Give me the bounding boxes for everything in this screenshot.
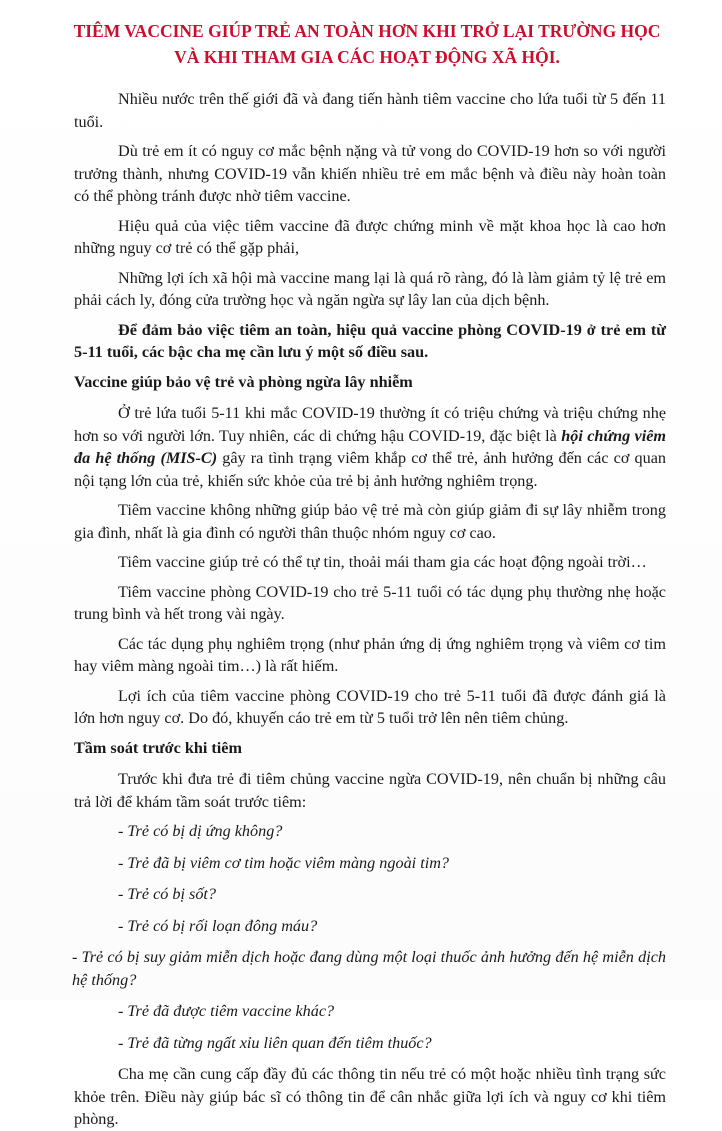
mis-c-text-before: Ở trẻ lứa tuổi 5-11 khi mắc COVID-19 thường ít có triệu chứng và triệu chứng nhẹ hơn so với người lớn. Tuy nhiên, các di chứng hậu COVID-19, đặc biệt là (74, 404, 666, 445)
intro-paragraph-3: Hiệu quả của việc tiêm vaccine đã được chứng minh về mặt khoa học là cao hơn những nguy cơ trẻ có thể gặp phải, (74, 216, 666, 257)
section1-paragraph-1: Tiêm vaccine không những giúp bảo vệ trẻ mà còn giúp giảm đi sự lây nhiễm trong gia đình, nhất là gia đình có người thân thuộc nhóm nguy cơ cao. (74, 501, 666, 542)
mis-c-text-after: gây ra tình trạng viêm khắp cơ thể trẻ, ảnh hưởng đến các cơ quan nội tạng lớn của trẻ, khiến sức khỏe của trẻ bị ảnh hưởng nghiêm trọng. (74, 449, 666, 490)
question-immunodeficiency: - Trẻ có bị suy giảm miễn dịch hoặc đang dùng một loại thuốc ảnh hưởng đến hệ miễn dịch hệ thống? (72, 948, 666, 989)
question-allergy: - Trẻ có bị dị ứng không? (118, 822, 283, 840)
intro-paragraph-4: Những lợi ích xã hội mà vaccine mang lại là quá rõ ràng, đó là làm giảm tỷ lệ trẻ em phải cách ly, đóng cửa trường học và ngăn ngừa sự lây lan của dịch bệnh. (74, 268, 666, 309)
section-heading-protection: Vaccine giúp bảo vệ trẻ và phòng ngừa lây nhiễm (74, 372, 413, 391)
section1-paragraph-5: Lợi ích của tiêm vaccine phòng COVID-19 cho trẻ 5-11 tuổi đã được đánh giá là lớn hơn nguy cơ. Do đó, khuyến cáo trẻ em từ 5 tuổi trở lên nên tiêm chủng. (74, 686, 666, 727)
lead-bold-paragraph: Để đảm bảo việc tiêm an toàn, hiệu quả vaccine phòng COVID-19 ở trẻ em từ 5-11 tuổi, các bậc cha mẹ cần lưu ý một số điều sau. (74, 320, 666, 361)
page-title (68, 18, 666, 70)
section1-paragraph-4: Các tác dụng phụ nghiêm trọng (như phản ứng dị ứng nghiêm trọng và viêm cơ tim hay viêm màng ngoài tim…) là rất hiếm. (74, 634, 666, 675)
mis-c-paragraph (74, 402, 666, 492)
intro-paragraph-2: Dù trẻ em ít có nguy cơ mắc bệnh nặng và tử vong do COVID-19 hơn so với người trưởng thành, nhưng COVID-19 vẫn khiến nhiều trẻ em mắc bệnh và điều này hoàn toàn có thể phòng tránh được nhờ tiêm vaccine. (74, 142, 666, 205)
section1-paragraph-2: Tiêm vaccine giúp trẻ có thể tự tin, thoải mái tham gia các hoạt động ngoài trời… (118, 553, 647, 571)
mis-c-emphasis: hội chứng viêm đa hệ thống (MIS-C) (74, 426, 666, 467)
question-other-vaccine: - Trẻ đã được tiêm vaccine khác? (118, 1002, 335, 1020)
intro-paragraph-1: Nhiều nước trên thế giới đã và đang tiến hành tiêm vaccine cho lứa tuổi từ 5 đến 11 tuổi. (74, 90, 666, 131)
question-myocarditis: - Trẻ đã bị viêm cơ tim hoặc viêm màng ngoài tim? (118, 853, 449, 872)
screening-intro: Trước khi đưa trẻ đi tiêm chủng vaccine ngừa COVID-19, nên chuẩn bị những câu trả lời để khám tầm soát trước tiêm: (74, 770, 666, 811)
section1-paragraph-3: Tiêm vaccine phòng COVID-19 cho trẻ 5-11 tuổi có tác dụng phụ thường nhẹ hoặc trung bình và hết trong vài ngày. (74, 582, 666, 623)
closing-paragraph: Cha mẹ cần cung cấp đầy đủ các thông tin nếu trẻ có một hoặc nhiều tình trạng sức khỏe trên. Điều này giúp bác sĩ có thông tin để cân nhắc giữa lợi ích và nguy cơ khi tiêm phòng. (74, 1065, 666, 1128)
section-heading-screening: Tầm soát trước khi tiêm (74, 738, 242, 757)
title-line-1: TIÊM VACCINE GIÚP TRẺ AN TOÀN HƠN KHI TRỞ LẠI TRƯỜNG HỌC (73, 21, 661, 41)
question-coagulation: - Trẻ có bị rối loạn đông máu? (118, 916, 318, 935)
question-fainting: - Trẻ đã từng ngất xỉu liên quan đến tiêm thuốc? (118, 1033, 432, 1052)
title-line-2: VÀ KHI THAM GIA CÁC HOẠT ĐỘNG XÃ HỘI. (174, 47, 560, 67)
question-fever: - Trẻ có bị sốt? (118, 885, 217, 903)
